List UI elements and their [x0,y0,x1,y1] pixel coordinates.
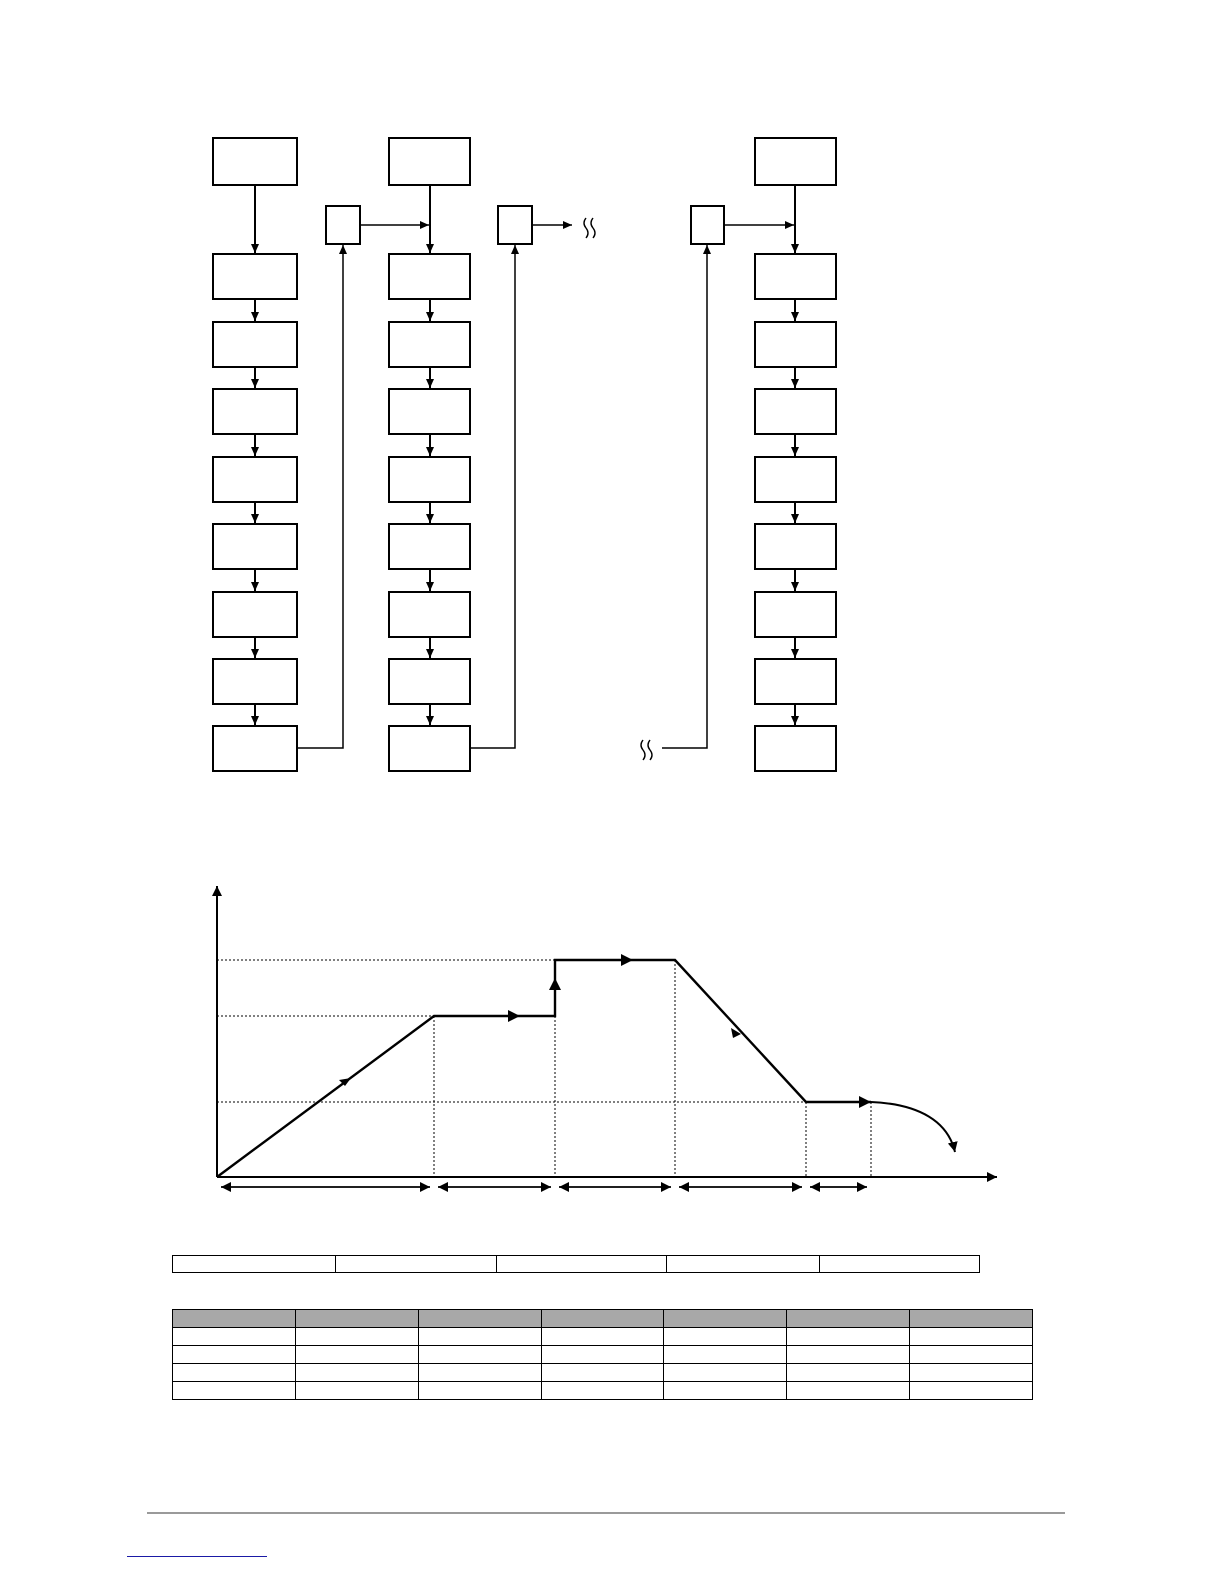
direction-arrow [621,954,633,966]
table-cell [173,1364,296,1382]
table-cell [664,1382,787,1400]
strip-cell [667,1256,820,1273]
footer-rule [147,1512,1065,1514]
table-row [173,1364,1033,1382]
header-cell [664,1310,787,1328]
header-cell [541,1310,664,1328]
table-cell [787,1382,910,1400]
parameter-grid-table [172,1309,1033,1400]
table-cell [541,1382,664,1400]
header-cell [787,1310,910,1328]
table-cell [910,1382,1033,1400]
footer-link-underline[interactable] [127,1556,267,1557]
strip-cell [497,1256,667,1273]
table-cell [418,1364,541,1382]
table-row [173,1382,1033,1400]
table-cell [787,1328,910,1346]
header-cell [173,1310,296,1328]
table-cell [295,1382,418,1400]
strip-cell [173,1256,336,1273]
profile-end-curve [871,1102,955,1152]
table-cell [173,1328,296,1346]
table-cell [418,1328,541,1346]
segment-strip-table [172,1255,980,1273]
table-cell [664,1346,787,1364]
table-cell [295,1364,418,1382]
table-cell [541,1346,664,1364]
table-cell [910,1346,1033,1364]
header-cell [295,1310,418,1328]
table-cell [787,1364,910,1382]
table-cell [664,1328,787,1346]
table-header-row [173,1310,1033,1328]
table-cell [173,1382,296,1400]
profile-line [217,960,871,1177]
strip-cell [820,1256,980,1273]
strip-cell [336,1256,497,1273]
table-row [173,1346,1033,1364]
table-cell [541,1364,664,1382]
table-cell [295,1346,418,1364]
table-cell [910,1364,1033,1382]
direction-arrow [549,978,561,990]
table-cell [541,1328,664,1346]
table-cell [173,1346,296,1364]
direction-arrow [508,1010,520,1022]
table-cell [295,1328,418,1346]
header-cell [418,1310,541,1328]
table-cell [787,1346,910,1364]
table-cell [418,1382,541,1400]
header-cell [910,1310,1033,1328]
table-cell [664,1364,787,1382]
table-row [173,1328,1033,1346]
table-cell [910,1328,1033,1346]
table-cell [418,1346,541,1364]
direction-arrow [859,1096,871,1108]
